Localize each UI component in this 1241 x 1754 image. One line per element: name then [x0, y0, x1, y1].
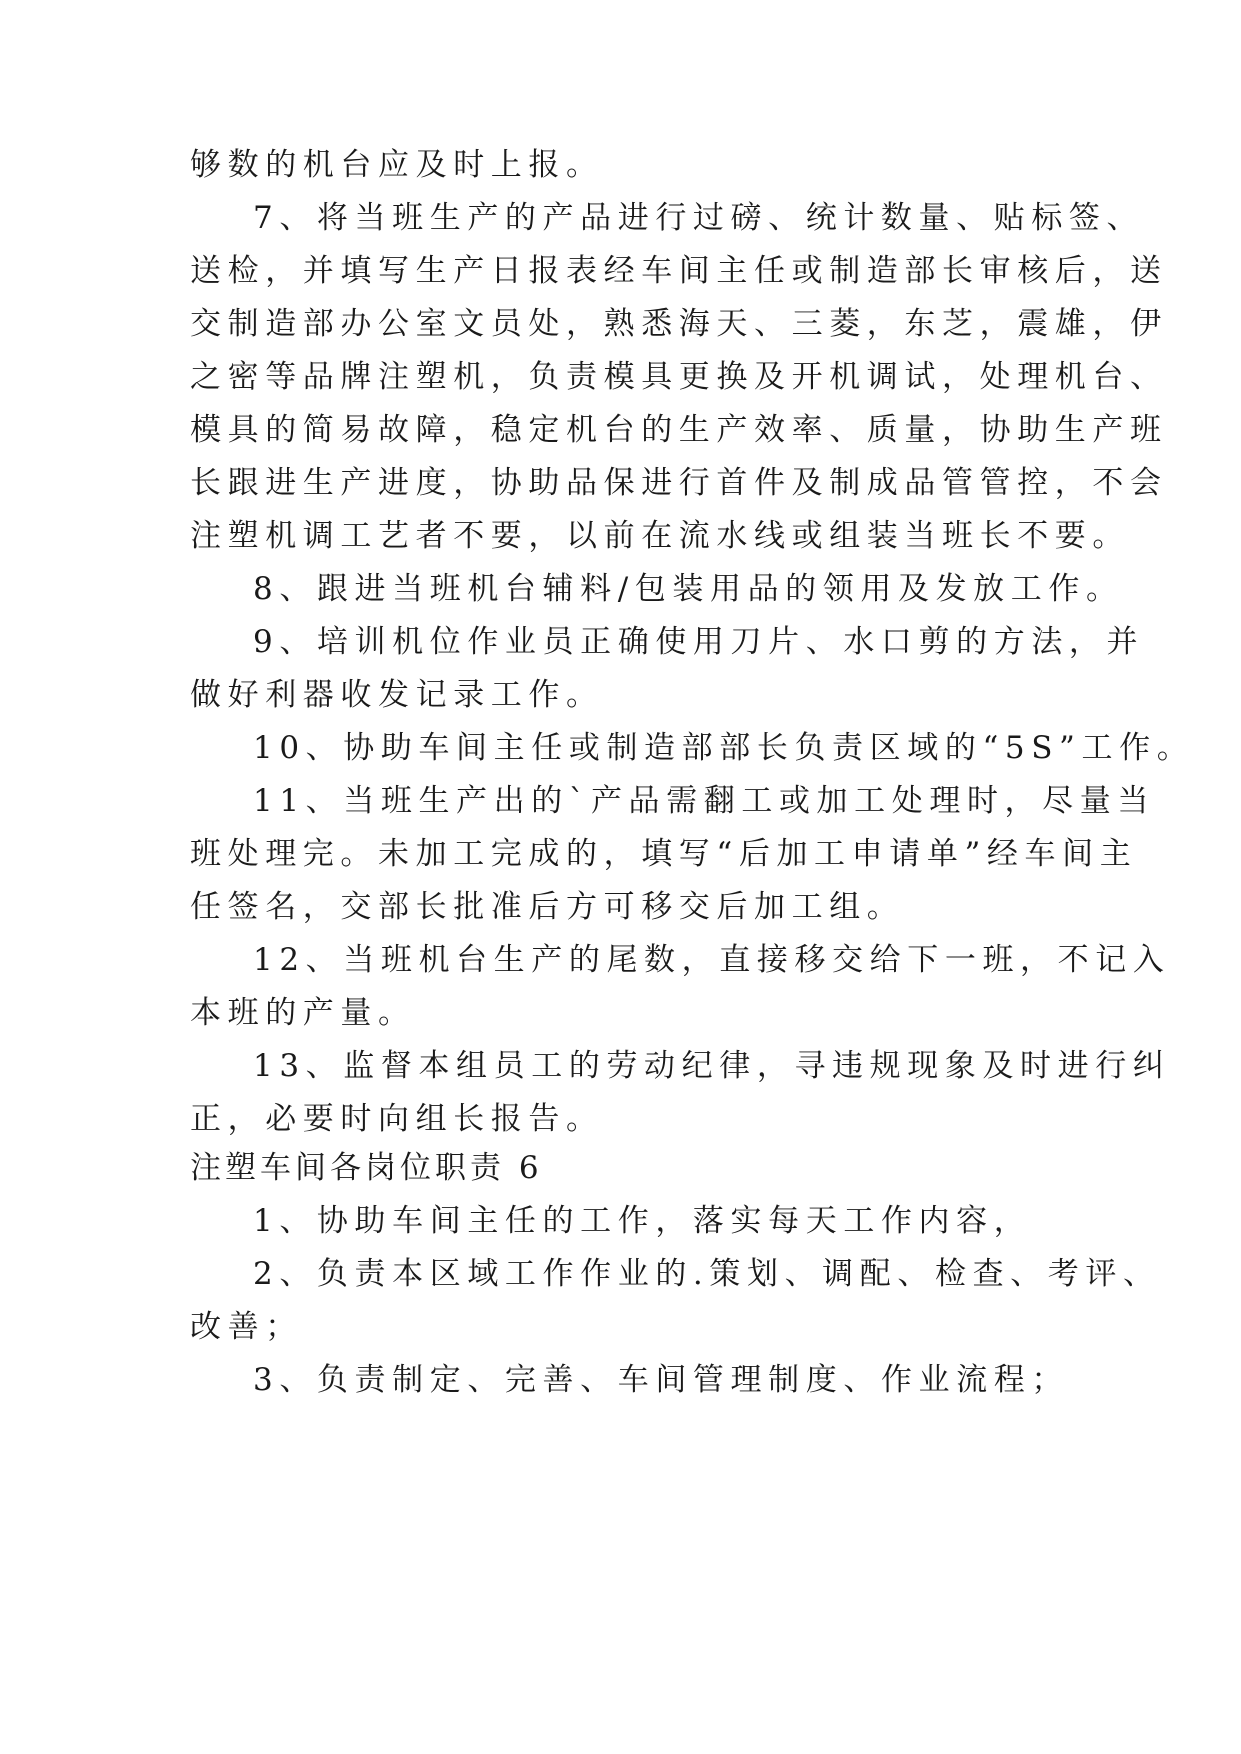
text-line: 模具的简易故障，稳定机台的生产效率、质量，协助生产班: [190, 412, 1168, 448]
section-heading: 注塑车间各岗位职责 6: [190, 1150, 543, 1186]
text-line: 2、负责本区域工作作业的.策划、调配、检查、考评、: [253, 1256, 1161, 1292]
text-line: 改善；: [190, 1309, 303, 1345]
text-line: 12、当班机台生产的尾数，直接移交给下一班，不记入: [253, 942, 1171, 978]
text-line: 正，必要时向组长报告。: [190, 1101, 604, 1137]
text-line: 做好利器收发记录工作。: [190, 677, 604, 713]
text-line: 任签名，交部长批准后方可移交后加工组。: [190, 889, 905, 925]
text-line: 8、跟进当班机台辅料/包装用品的领用及发放工作。: [253, 571, 1124, 607]
text-line: 13、监督本组员工的劳动纪律，寻违规现象及时进行纠: [253, 1048, 1171, 1084]
text-line: 注塑机调工艺者不要，以前在流水线或组装当班长不要。: [190, 518, 1130, 554]
text-line: 长跟进生产进度，协助品保进行首件及制成品管管控，不会: [190, 465, 1168, 501]
text-line: 够数的机台应及时上报。: [190, 147, 604, 183]
text-line: 本班的产量。: [190, 995, 416, 1031]
text-line: 7、将当班生产的产品进行过磅、统计数量、贴标签、: [253, 200, 1145, 236]
text-line: 之密等品牌注塑机，负责模具更换及开机调试，处理机台、: [190, 359, 1168, 395]
text-line: 10、协助车间主任或制造部部长负责区域的“5S”工作。: [253, 730, 1195, 766]
text-line: 交制造部办公室文员处，熟悉海天、三菱，东芝，震雄，伊: [190, 306, 1168, 342]
text-line: 9、培训机位作业员正确使用刀片、水口剪的方法，并: [253, 624, 1145, 660]
text-line: 1、协助车间主任的工作，落实每天工作内容，: [253, 1203, 1032, 1239]
text-line: 11、当班生产出的`产品需翻工或加工处理时，尽量当: [253, 783, 1155, 819]
text-line: 送检，并填写生产日报表经车间主任或制造部长审核后，送: [190, 253, 1168, 289]
text-line: 3、负责制定、完善、车间管理制度、作业流程；: [253, 1362, 1069, 1398]
text-line: 班处理完。未加工完成的，填写“后加工申请单”经车间主: [190, 836, 1138, 872]
